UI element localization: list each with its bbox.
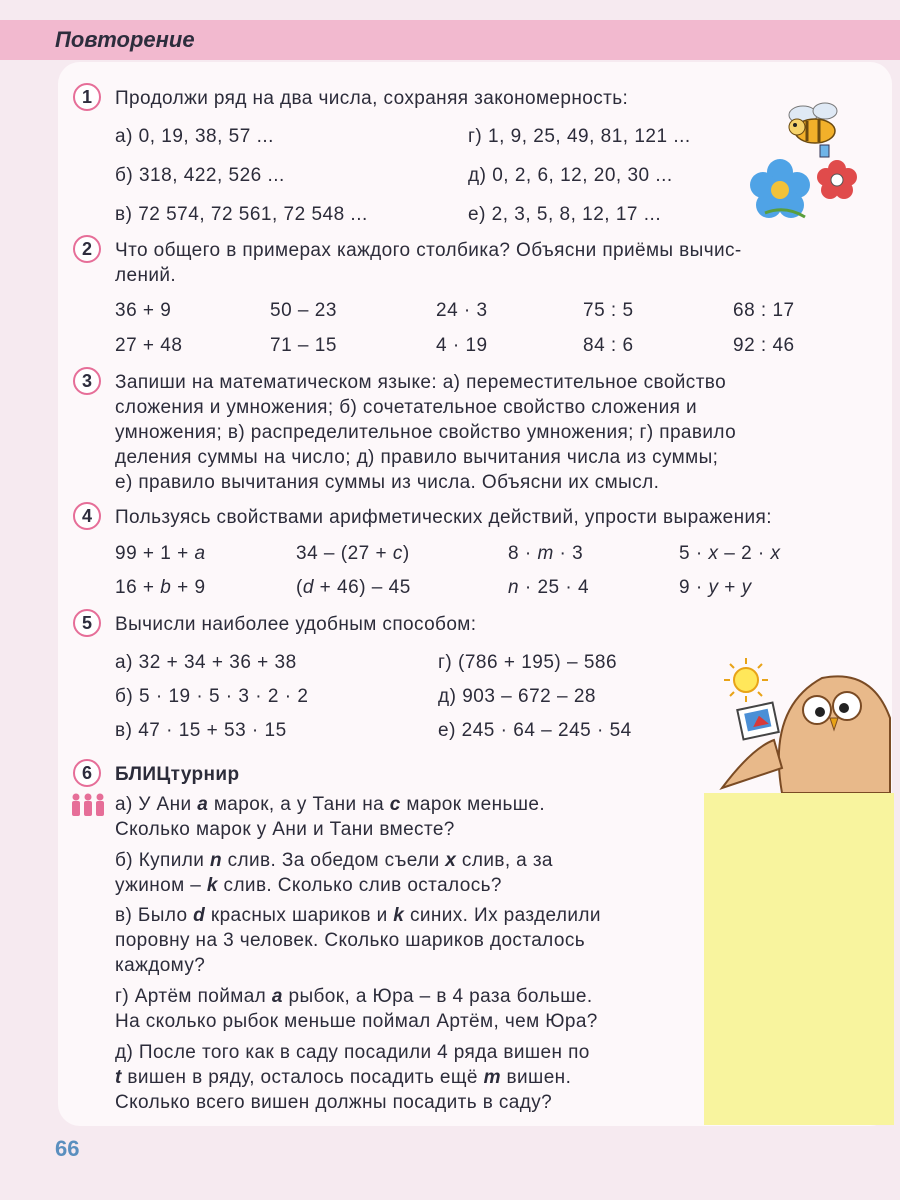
- task-1-item: б) 318, 422, 526 ...: [115, 165, 285, 186]
- task-2-expr: 71 – 15: [270, 335, 337, 356]
- task-6-a-line1: а) У Ани a марок, а у Тани на c марок меньше.: [115, 794, 546, 815]
- task-5-item: е) 245 · 64 – 245 · 54: [438, 720, 632, 741]
- task-2-text-line1: Что общего в примерах каждого столбика? Объясни приёмы вычис-: [115, 240, 742, 261]
- task-5-text: Вычисли наиболее удобным способом:: [115, 614, 477, 635]
- task-2-expr: 68 : 17: [733, 300, 795, 321]
- task-1-item: г) 1, 9, 25, 49, 81, 121 ...: [468, 126, 691, 147]
- task-2-expr: 36 + 9: [115, 300, 172, 321]
- page-number: 66: [55, 1136, 80, 1161]
- task-1-item: а) 0, 19, 38, 57 ...: [115, 126, 274, 147]
- task-3-line: деления суммы на число; д) правило вычитания числа из суммы;: [115, 447, 719, 468]
- task-5-item: а) 32 + 34 + 36 + 38: [115, 652, 297, 673]
- task-4-expr: 5 · x – 2 · x: [679, 543, 781, 564]
- bee-flowers-illustration: [745, 95, 865, 225]
- task-2-expr: 84 : 6: [583, 335, 634, 356]
- task-4-expr: n · 25 · 4: [508, 577, 590, 598]
- task-5-item: в) 47 · 15 + 53 · 15: [115, 720, 287, 741]
- task-2-text-line2: лений.: [115, 265, 177, 286]
- task-number-1: 1: [73, 83, 101, 111]
- task-5-item: б) 5 · 19 · 5 · 3 · 2 · 2: [115, 686, 309, 707]
- task-6-a-line2: Сколько марок у Ани и Тани вместе?: [115, 819, 455, 840]
- task-2-expr: 75 : 5: [583, 300, 634, 321]
- task-5-item: г) (786 + 195) – 586: [438, 652, 618, 673]
- task-6-d-line2: На сколько рыбок меньше поймал Артём, чем Юра?: [115, 1011, 598, 1032]
- task-3-line: умножения; в) распределительное свойство умножения; г) правило: [115, 422, 737, 443]
- task-6-e-line2: t вишен в ряду, осталось посадить ещё m вишен.: [115, 1067, 572, 1088]
- task-3-line: Запиши на математическом языке: а) переместительное свойство: [115, 372, 727, 393]
- task-2-expr: 50 – 23: [270, 300, 337, 321]
- task-4-expr: 34 – (27 + c): [296, 543, 410, 564]
- task-6-e-line1: д) После того как в саду посадили 4 ряда вишен по: [115, 1042, 590, 1063]
- task-1-item: в) 72 574, 72 561, 72 548 ...: [115, 204, 368, 225]
- task-1-item: е) 2, 3, 5, 8, 12, 17 ...: [468, 204, 662, 225]
- task-6-c-line3: каждому?: [115, 955, 206, 976]
- task-2-expr: 27 + 48: [115, 335, 183, 356]
- owl-illustration: [712, 648, 894, 793]
- task-6-d-line1: г) Артём поймал a рыбок, а Юра – в 4 раза больше.: [115, 986, 593, 1007]
- task-number-6: 6: [73, 759, 101, 787]
- task-6-c-line2: поровну на 3 человек. Сколько шариков досталось: [115, 930, 586, 951]
- task-4-expr: 9 · y + y: [679, 577, 752, 598]
- task-3-line: сложения и умножения; б) сочетательное свойство сложения и: [115, 397, 697, 418]
- task-6-title: БЛИЦтурнир: [115, 764, 240, 785]
- group-work-icon: [70, 792, 106, 818]
- task-6-b-line2: ужином – k слив. Сколько слив осталось?: [115, 875, 502, 896]
- task-number-5: 5: [73, 609, 101, 637]
- task-4-text: Пользуясь свойствами арифметических действий, упрости выражения:: [115, 507, 772, 528]
- task-6-e-line3: Сколько всего вишен должны посадить в саду?: [115, 1092, 553, 1113]
- task-number-2: 2: [73, 235, 101, 263]
- task-5-item: д) 903 – 672 – 28: [438, 686, 596, 707]
- task-3-line: е) правило вычитания суммы из числа. Объясни их смысл.: [115, 472, 660, 493]
- yellow-note-area: [704, 793, 894, 1125]
- task-2-expr: 24 · 3: [436, 300, 488, 321]
- task-1-text: Продолжи ряд на два числа, сохраняя закономерность:: [115, 88, 629, 109]
- task-6-c-line1: в) Было d красных шариков и k синих. Их разделили: [115, 905, 601, 926]
- task-2-expr: 92 : 46: [733, 335, 795, 356]
- task-4-expr: 16 + b + 9: [115, 577, 206, 598]
- task-1-item: д) 0, 2, 6, 12, 20, 30 ...: [468, 165, 673, 186]
- task-4-expr: (d + 46) – 45: [296, 577, 411, 598]
- section-title: Повторение: [55, 27, 195, 52]
- task-6-b-line1: б) Купили n слив. За обедом съели x слив, а за: [115, 850, 553, 871]
- task-number-4: 4: [73, 502, 101, 530]
- task-2-expr: 4 · 19: [436, 335, 488, 356]
- task-4-expr: 8 · m · 3: [508, 543, 584, 564]
- task-4-expr: 99 + 1 + a: [115, 543, 206, 564]
- task-number-3: 3: [73, 367, 101, 395]
